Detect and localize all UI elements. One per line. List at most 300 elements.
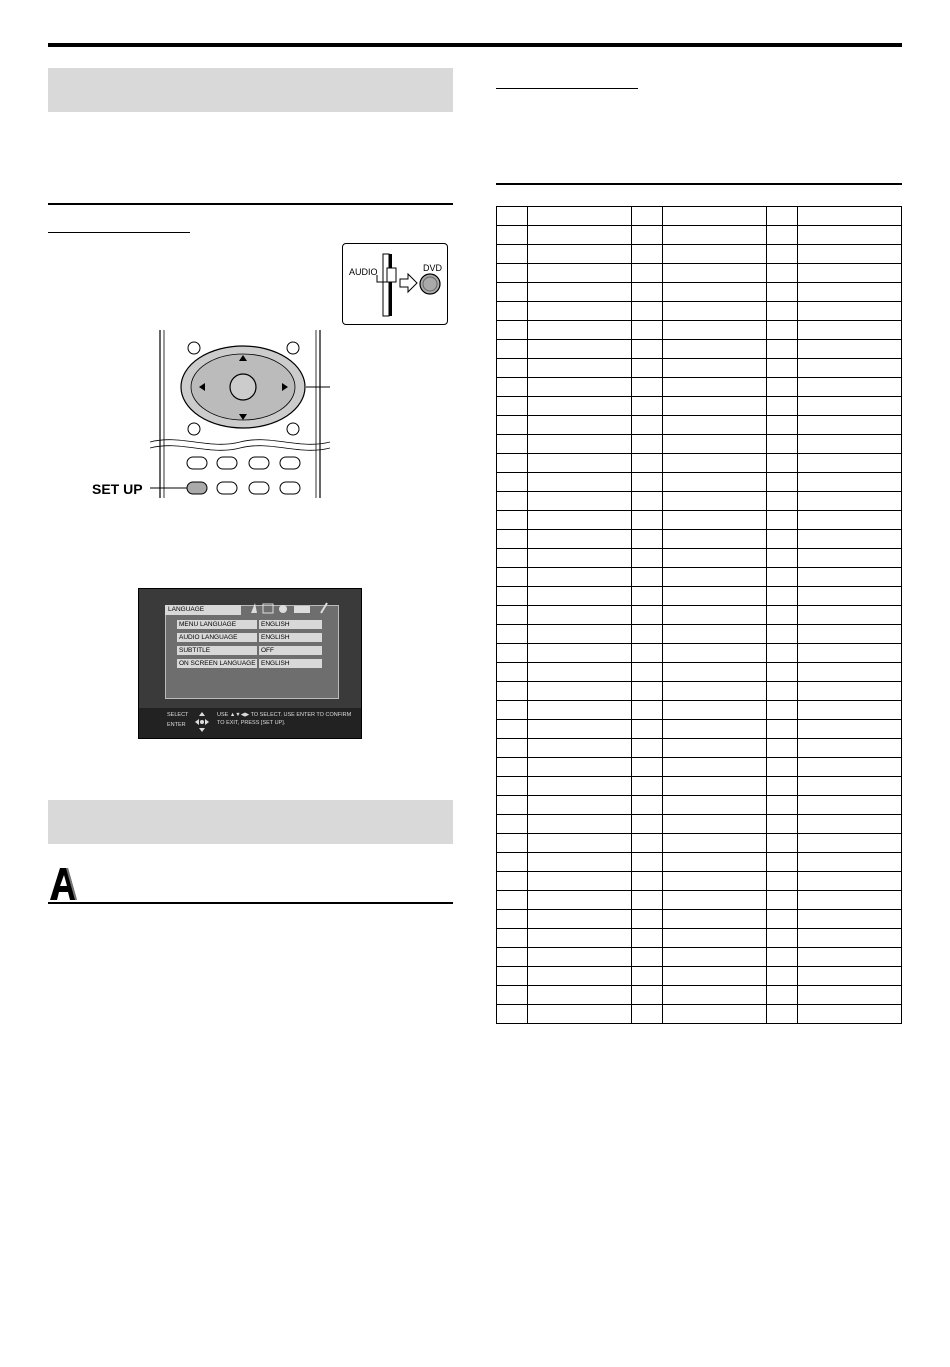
table-cell [798,1005,902,1024]
table-cell [632,606,663,625]
table-cell [497,226,528,245]
table-cell [663,340,767,359]
table-cell [767,910,798,929]
table-row [497,910,902,929]
table-cell [497,454,528,473]
table-row [497,701,902,720]
table-cell [632,397,663,416]
table-cell [632,587,663,606]
table-cell [663,758,767,777]
table-cell [528,359,632,378]
table-cell [663,530,767,549]
table-cell [497,834,528,853]
table-cell [798,986,902,1005]
table-row [497,891,902,910]
table-cell [767,226,798,245]
advanced-operations-a-icon [48,866,78,902]
right-subheading-underline [496,88,638,89]
table-row [497,758,902,777]
table-row [497,568,902,587]
table-cell [528,530,632,549]
table-cell [767,891,798,910]
table-cell [798,891,902,910]
table-cell [528,245,632,264]
table-cell [497,986,528,1005]
table-cell [632,207,663,226]
table-cell [632,530,663,549]
table-cell [798,872,902,891]
table-row [497,739,902,758]
osd-tab-icons [247,601,337,615]
osd-language-tab: LANGUAGE [165,605,241,615]
table-cell [798,473,902,492]
table-cell [528,264,632,283]
table-cell [497,492,528,511]
table-cell [528,207,632,226]
table-cell [528,834,632,853]
table-cell [767,701,798,720]
table-cell [528,682,632,701]
table-cell [663,796,767,815]
osd-row-value: ENGLISH [259,633,322,642]
table-cell [497,416,528,435]
language-setup-screen [138,588,362,739]
table-cell [528,872,632,891]
table-cell [798,739,902,758]
table-cell [798,492,902,511]
table-cell [767,644,798,663]
osd-select-label: SELECT [167,712,189,718]
table-cell [663,378,767,397]
table-cell [767,492,798,511]
table-cell [798,226,902,245]
audio-label: AUDIO [349,267,378,277]
table-row [497,378,902,397]
top-rule [48,43,902,47]
table-cell [632,910,663,929]
osd-row-label: AUDIO LANGUAGE [177,633,257,642]
table-row [497,834,902,853]
table-cell [528,568,632,587]
table-cell [767,587,798,606]
table-cell [632,796,663,815]
table-cell [497,720,528,739]
table-cell [632,321,663,340]
table-cell [632,1005,663,1024]
table-cell [632,872,663,891]
table-cell [663,739,767,758]
table-cell [497,302,528,321]
table-cell [767,834,798,853]
table-row [497,226,902,245]
table-cell [767,397,798,416]
table-cell [767,207,798,226]
table-cell [632,511,663,530]
osd-row-audio-language[interactable] [177,633,322,642]
subheading-underline [48,232,190,233]
table-cell [767,682,798,701]
table-cell [663,701,767,720]
table-row [497,625,902,644]
table-cell [528,644,632,663]
table-cell [497,511,528,530]
table-cell [497,549,528,568]
osd-row-on-screen-language[interactable] [177,659,322,668]
table-cell [632,340,663,359]
table-cell [798,283,902,302]
right-section-divider [496,183,902,185]
table-row [497,967,902,986]
table-cell [663,663,767,682]
table-row [497,549,902,568]
table-cell [528,986,632,1005]
table-cell [798,511,902,530]
table-row [497,796,902,815]
table-cell [632,644,663,663]
table-cell [663,1005,767,1024]
table-cell [528,1005,632,1024]
table-cell [767,967,798,986]
table-cell [798,587,902,606]
table-cell [528,397,632,416]
table-cell [528,435,632,454]
table-row [497,587,902,606]
table-cell [663,397,767,416]
table-cell [798,207,902,226]
table-cell [767,264,798,283]
osd-row-value: OFF [259,646,322,655]
table-cell [767,245,798,264]
table-cell [632,302,663,321]
table-cell [632,967,663,986]
table-cell [497,758,528,777]
table-cell [798,625,902,644]
table-cell [632,473,663,492]
osd-row-label: SUBTITLE [177,646,257,655]
table-cell [632,663,663,682]
table-cell [798,796,902,815]
table-cell [528,796,632,815]
table-cell [632,777,663,796]
table-cell [663,226,767,245]
table-cell [798,663,902,682]
table-cell [497,473,528,492]
table-cell [663,587,767,606]
table-cell [528,321,632,340]
table-row [497,644,902,663]
table-cell [528,701,632,720]
table-cell [663,777,767,796]
table-cell [798,834,902,853]
table-cell [528,910,632,929]
table-cell [497,321,528,340]
table-cell [632,226,663,245]
table-cell [632,492,663,511]
table-cell [663,967,767,986]
table-cell [528,511,632,530]
table-cell [497,568,528,587]
table-cell [497,1005,528,1024]
table-cell [663,245,767,264]
table-cell [497,967,528,986]
table-cell [632,625,663,644]
table-cell [497,815,528,834]
table-cell [798,340,902,359]
table-cell [528,758,632,777]
osd-enter-label: ENTER [167,722,186,728]
table-cell [663,929,767,948]
table-cell [632,853,663,872]
table-row [497,397,902,416]
table-cell [767,359,798,378]
table-cell [767,986,798,1005]
remote-control-illustration [150,330,330,498]
table-cell [497,359,528,378]
table-cell [528,587,632,606]
table-cell [632,929,663,948]
table-cell [767,663,798,682]
table-cell [632,245,663,264]
table-cell [798,435,902,454]
table-row [497,359,902,378]
table-cell [528,226,632,245]
table-cell [528,777,632,796]
table-cell [632,549,663,568]
table-cell [632,378,663,397]
set-up-button-label: SET UP [92,481,143,497]
table-cell [767,625,798,644]
table-row [497,929,902,948]
table-cell [497,264,528,283]
table-cell [767,340,798,359]
table-cell [528,663,632,682]
table-cell [798,815,902,834]
table-cell [798,948,902,967]
table-cell [767,606,798,625]
osd-row-menu-language[interactable] [177,620,322,629]
table-row [497,264,902,283]
table-cell [663,302,767,321]
table-cell [497,397,528,416]
table-cell [528,473,632,492]
table-cell [798,530,902,549]
table-cell [632,891,663,910]
table-cell [663,416,767,435]
table-cell [767,948,798,967]
table-cell [767,929,798,948]
table-cell [632,758,663,777]
table-cell [497,644,528,663]
table-cell [632,948,663,967]
table-cell [663,321,767,340]
table-cell [767,777,798,796]
table-cell [497,435,528,454]
table-row [497,530,902,549]
table-row [497,853,902,872]
table-cell [497,872,528,891]
table-cell [632,720,663,739]
table-row [497,283,902,302]
table-cell [497,739,528,758]
language-code-table [496,206,902,1024]
table-cell [798,359,902,378]
section-divider [48,203,453,205]
table-row [497,302,902,321]
table-cell [663,359,767,378]
osd-row-label: MENU LANGUAGE [177,620,257,629]
table-cell [497,606,528,625]
table-cell [632,701,663,720]
table-cell [528,853,632,872]
dvd-label: DVD [423,263,443,273]
table-cell [767,872,798,891]
table-row [497,340,902,359]
table-cell [497,948,528,967]
table-cell [632,815,663,834]
table-cell [497,796,528,815]
table-row [497,948,902,967]
table-cell [632,834,663,853]
table-row [497,606,902,625]
table-row [497,720,902,739]
table-row [497,207,902,226]
table-cell [798,264,902,283]
table-cell [798,416,902,435]
table-row [497,682,902,701]
table-cell [528,891,632,910]
section-heading-box-2 [48,800,453,844]
table-cell [632,682,663,701]
table-cell [767,853,798,872]
table-cell [663,207,767,226]
selector-switch-graphic [343,244,447,324]
table-cell [767,321,798,340]
table-cell [798,454,902,473]
table-cell [663,435,767,454]
table-cell [528,302,632,321]
table-cell [528,739,632,758]
table-cell [528,967,632,986]
table-cell [528,815,632,834]
table-cell [767,796,798,815]
table-row [497,321,902,340]
audio-dvd-selector-illustration [342,243,448,325]
table-cell [528,549,632,568]
table-row [497,492,902,511]
table-cell [528,929,632,948]
table-cell [798,720,902,739]
table-row [497,435,902,454]
table-cell [528,416,632,435]
table-cell [767,1005,798,1024]
osd-row-value: ENGLISH [259,659,322,668]
table-cell [663,872,767,891]
osd-row-subtitle[interactable] [177,646,322,655]
table-cell [798,853,902,872]
table-cell [632,454,663,473]
table-cell [497,663,528,682]
table-cell [528,492,632,511]
table-cell [632,739,663,758]
table-cell [663,264,767,283]
osd-joystick-icon [194,711,210,733]
table-cell [632,568,663,587]
table-cell [497,701,528,720]
table-cell [767,758,798,777]
table-cell [663,606,767,625]
table-cell [663,948,767,967]
table-cell [632,986,663,1005]
table-cell [528,283,632,302]
table-cell [497,245,528,264]
table-cell [798,929,902,948]
table-cell [767,568,798,587]
table-cell [798,321,902,340]
table-cell [632,359,663,378]
table-row [497,815,902,834]
table-cell [663,891,767,910]
table-cell [767,739,798,758]
table-cell [767,302,798,321]
table-cell [798,644,902,663]
table-cell [663,986,767,1005]
table-cell [798,245,902,264]
table-cell [767,416,798,435]
table-cell [497,777,528,796]
table-cell [528,340,632,359]
table-cell [663,625,767,644]
table-cell [528,625,632,644]
table-cell [497,207,528,226]
table-cell [798,682,902,701]
table-row [497,663,902,682]
table-cell [663,682,767,701]
table-cell [798,701,902,720]
table-cell [767,283,798,302]
table-cell [497,530,528,549]
table-cell [767,549,798,568]
table-cell [497,929,528,948]
osd-help-line-2: TO EXIT, PRESS [SET UP]. [217,720,286,726]
table-cell [528,378,632,397]
table-cell [663,853,767,872]
table-cell [663,511,767,530]
table-cell [632,283,663,302]
table-cell [663,720,767,739]
table-cell [798,606,902,625]
table-cell [528,454,632,473]
table-row [497,473,902,492]
table-cell [497,340,528,359]
table-cell [497,853,528,872]
table-cell [767,511,798,530]
table-cell [663,283,767,302]
table-cell [798,967,902,986]
table-row [497,454,902,473]
table-cell [663,834,767,853]
osd-row-value: ENGLISH [259,620,322,629]
table-cell [497,910,528,929]
table-cell [798,549,902,568]
table-cell [663,492,767,511]
table-cell [632,435,663,454]
table-row [497,416,902,435]
table-cell [632,264,663,283]
table-cell [632,416,663,435]
table-cell [497,891,528,910]
table-cell [663,568,767,587]
table-cell [663,815,767,834]
